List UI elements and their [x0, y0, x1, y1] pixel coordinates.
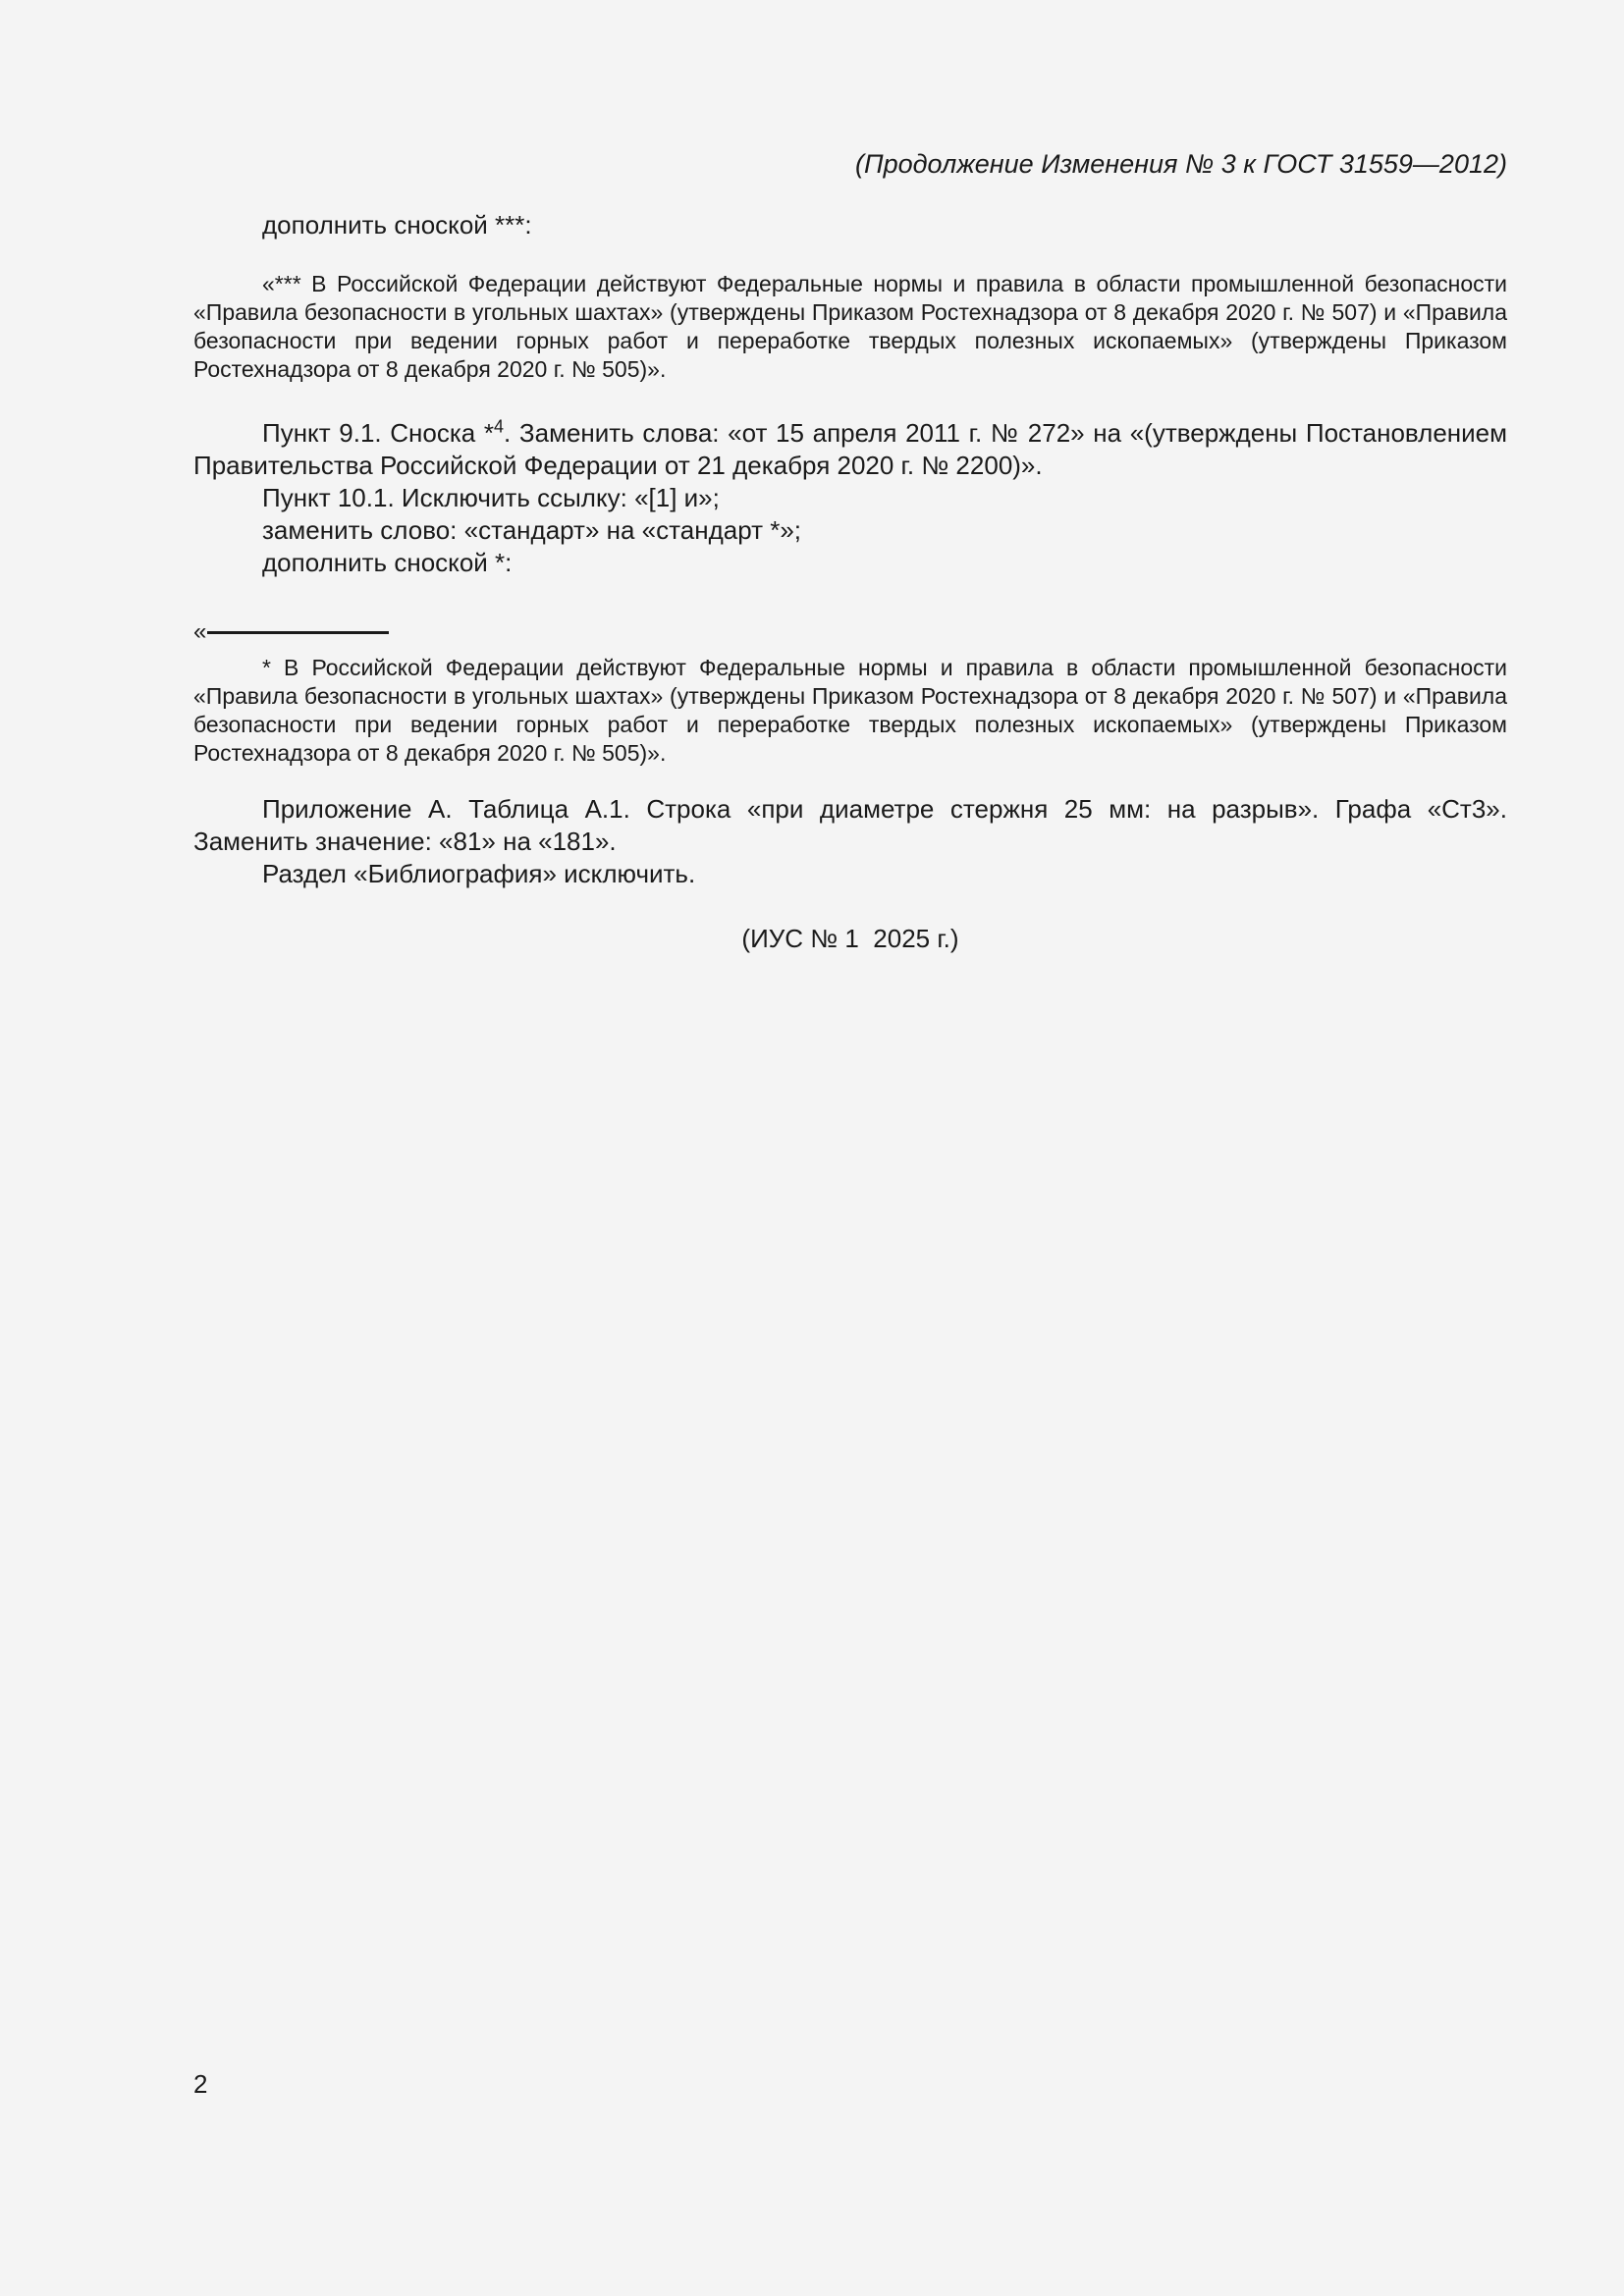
item-9-1-end: . Заменить слова: «от 15 апреля 2011 г. № 272» на «(утверждены Постановлением Правительства Российской Федерации от 21 декабря 2020 г. № 2200)».: [193, 418, 1507, 480]
replace-word: заменить слово: «стандарт» на «стандарт *»;: [262, 515, 802, 545]
footnote-triple-star-text: «*** В Российской Федерации действуют Федеральные нормы и правила в области промышленной безопасности «Правила безопасности в угольных шахтах» (утверждены Приказом Ростехнадзора от 8 декабря 2020 г. № 507) и «Правила безопасности при ведении горных работ и переработке твердых полезных ископаемых» (утверждены Приказом Ростехнадзора от 8 декабря 2020 г. № 505)».: [193, 271, 1507, 382]
block-appendix: [193, 793, 1507, 890]
block-items: [193, 417, 1507, 579]
block-footnote-star: [193, 620, 1507, 768]
block-footnote-triple-star: [193, 209, 1507, 384]
page-number: 2: [193, 2069, 208, 2099]
item-10-1: Пункт 10.1. Исключить ссылку: «[1] и»;: [262, 483, 720, 512]
add-footnote-star: дополнить сноской *:: [262, 548, 513, 577]
add-footnote-triple-star: дополнить сноской ***:: [262, 210, 532, 240]
bibliography-removal: Раздел «Библиография» исключить.: [262, 859, 696, 888]
continuation-header: (Продолжение Изменения № 3 к ГОСТ 31559—2012): [855, 149, 1507, 179]
item-9-1-start: Пункт 9.1. Сноска *: [262, 418, 495, 448]
footnote-rule: [207, 631, 389, 634]
footnote-star-text: * В Российской Федерации действуют Федеральные нормы и правила в области промышленной безопасности «Правила безопасности в угольных шахтах» (утверждены Приказом Ростехнадзора от 8 декабря 2020 г. № 507) и «Правила безопасности при ведении горных работ и переработке твердых полезных ископаемых» (утверждены Приказом Ростехнадзора от 8 декабря 2020 г. № 505)».: [193, 655, 1507, 766]
open-quote: «: [193, 618, 207, 645]
item-9-1-superscript: 4: [494, 416, 505, 437]
ius-reference: (ИУС № 1 2025 г.): [741, 924, 959, 953]
item-9-1: [193, 417, 1507, 482]
footnote-separator: [193, 620, 1507, 644]
appendix-change: Приложение А. Таблица А.1. Строка «при диаметре стержня 25 мм: на разрыв». Графа «Ст3». Заменить значение: «81» на «181».: [193, 794, 1507, 856]
